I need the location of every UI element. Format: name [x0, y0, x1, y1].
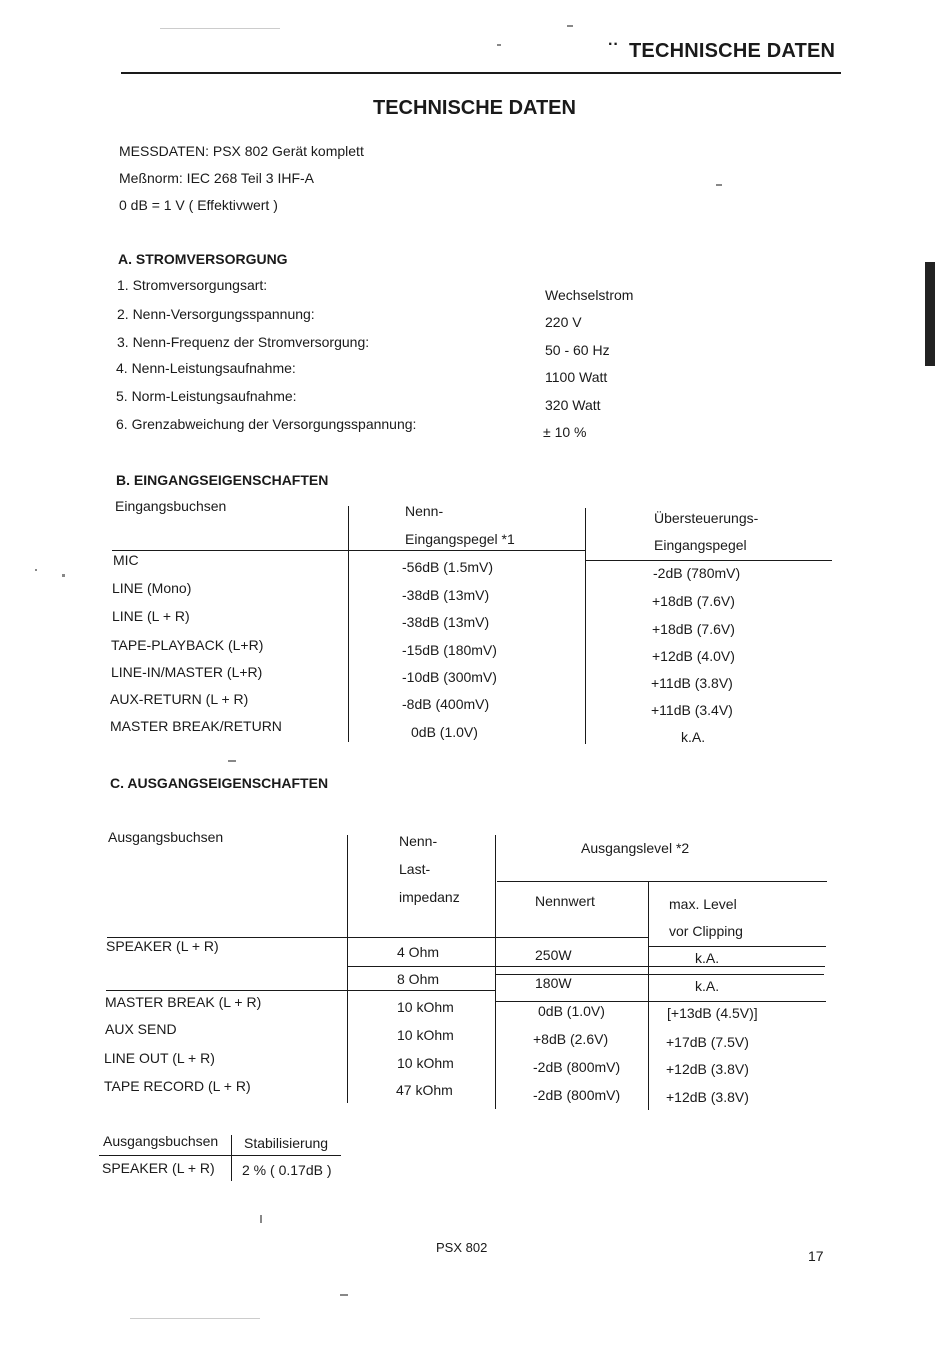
output-col-header: Nennwert [535, 893, 595, 909]
input-col-header: Eingangspegel *1 [405, 531, 515, 547]
stabilization-rule [99, 1155, 341, 1156]
header-rule [121, 72, 841, 74]
scan-speck [497, 44, 501, 46]
output-row-max: [+13dB (4.5V)] [667, 1005, 758, 1021]
input-row-name: LINE (L + R) [112, 608, 190, 624]
output-row-max: +12dB (3.8V) [666, 1089, 749, 1105]
scan-speck [62, 574, 65, 577]
scan-speck [340, 1294, 348, 1296]
output-row-nominal: 180W [535, 975, 572, 991]
input-row-nominal: -10dB (300mV) [402, 669, 497, 685]
input-row-nominal: -56dB (1.5mV) [402, 559, 494, 575]
section-a-label: 3. Nenn-Frequenz der Stromversorgung: [117, 334, 370, 350]
input-row-name: MASTER BREAK/RETURN [110, 718, 282, 734]
input-row-nominal: -38dB (13mV) [402, 587, 490, 603]
output-group-rule [497, 881, 827, 882]
output-header-rule [648, 946, 826, 947]
scan-speck [716, 184, 722, 186]
section-a-title: A. STROMVERSORGUNG [118, 251, 288, 267]
input-row-overload: +11dB (3.4V) [651, 702, 733, 718]
page-title: TECHNISCHE DATEN [373, 97, 576, 119]
speaker-bottom-rule [106, 990, 495, 991]
output-row-name: MASTER BREAK (L + R) [105, 994, 262, 1010]
output-table-divider [495, 835, 496, 1109]
section-a-value: ± 10 % [543, 424, 587, 440]
section-a-label: 2. Nenn-Versorgungsspannung: [117, 306, 315, 322]
scan-speck [567, 25, 573, 27]
input-row-overload: +18dB (7.6V) [652, 621, 735, 637]
stabilization-header: Ausgangsbuchsen [103, 1133, 219, 1149]
scan-speck [228, 760, 236, 762]
output-col-header: impedanz [399, 889, 460, 905]
input-row-overload: +12dB (4.0V) [652, 648, 735, 664]
input-table-divider [348, 506, 349, 742]
input-row-nominal: 0dB (1.0V) [411, 724, 478, 740]
section-a-label: 6. Grenzabweichung der Versorgungsspannung: [116, 416, 417, 432]
scan-speck [260, 1215, 262, 1223]
section-c-title: C. AUSGANGSEIGENSCHAFTEN [110, 775, 329, 791]
stabilization-row-value: 2 % ( 0.17dB ) [242, 1162, 332, 1178]
input-col-header: Nenn- [405, 503, 444, 519]
input-table-divider [585, 508, 586, 744]
output-row-max: +12dB (3.8V) [666, 1061, 749, 1077]
output-row-name: AUX SEND [105, 1021, 177, 1037]
section-a-label: 1. Stromversorgungsart: [117, 277, 268, 293]
output-col-header: Ausgangsbuchsen [108, 829, 224, 845]
output-row-nominal: 250W [535, 947, 572, 963]
scan-speck [35, 569, 37, 571]
output-col-group-header: Ausgangslevel *2 [581, 840, 690, 856]
section-a-label: 4. Nenn-Leistungsaufnahme: [116, 360, 296, 376]
input-row-name: LINE (Mono) [112, 580, 192, 596]
input-row-name: MIC [113, 552, 139, 568]
input-row-nominal: -15dB (180mV) [402, 642, 497, 658]
section-a-value: 220 V [545, 314, 582, 330]
output-table-divider [347, 835, 348, 1103]
output-col-header: Last- [399, 861, 431, 877]
input-col-header: Eingangsbuchsen [115, 498, 227, 514]
input-row-overload: +18dB (7.6V) [652, 593, 735, 609]
section-a-value: Wechselstrom [545, 287, 634, 303]
section-a-label: 5. Norm-Leistungsaufnahme: [116, 388, 297, 404]
output-row-impedance: 10 kOhm [397, 1055, 454, 1071]
output-row-max: k.A. [695, 950, 720, 966]
footer-model: PSX 802 [436, 1240, 488, 1255]
output-row-nominal: +8dB (2.6V) [533, 1031, 609, 1047]
output-row-nominal: 0dB (1.0V) [538, 1003, 605, 1019]
output-row-impedance: 47 kOhm [396, 1082, 453, 1098]
output-row-impedance: 4 Ohm [397, 944, 440, 960]
input-table-header-rule [586, 560, 832, 561]
input-row-overload: k.A. [681, 729, 706, 745]
output-col-header: vor Clipping [669, 923, 743, 939]
stabilization-row-name: SPEAKER (L + R) [102, 1160, 215, 1176]
section-a-value: 1100 Watt [545, 369, 608, 385]
input-row-name: AUX-RETURN (L + R) [110, 691, 249, 707]
speaker-row-rule [347, 966, 825, 967]
output-row-impedance: 8 Ohm [397, 971, 440, 987]
input-row-nominal: -38dB (13mV) [402, 614, 490, 630]
stabilization-header: Stabilisierung [244, 1135, 329, 1151]
output-row-max: +17dB (7.5V) [666, 1034, 749, 1050]
output-row-impedance: 10 kOhm [397, 999, 454, 1015]
output-table-divider [648, 882, 649, 1110]
input-row-overload: +11dB (3.8V) [651, 675, 733, 691]
intro-line-1: MESSDATEN: PSX 802 Gerät komplett [119, 143, 364, 159]
side-language-tab [925, 262, 935, 366]
input-col-header: Eingangspegel [654, 537, 747, 553]
output-row-name: TAPE RECORD (L + R) [104, 1078, 251, 1094]
intro-line-2: Meßnorm: IEC 268 Teil 3 IHF-A [119, 170, 315, 186]
scan-speck [160, 28, 280, 29]
output-col-header: max. Level [669, 896, 737, 912]
output-row-name: SPEAKER (L + R) [106, 938, 219, 954]
running-title: TECHNISCHE DATEN [629, 40, 836, 62]
section-a-value: 50 - 60 Hz [545, 342, 610, 358]
output-row-impedance: 10 kOhm [397, 1027, 454, 1043]
scan-speck [130, 1318, 260, 1319]
input-row-name: LINE-IN/MASTER (L+R) [111, 664, 263, 680]
output-row-nominal: -2dB (800mV) [533, 1059, 621, 1075]
input-row-overload: -2dB (780mV) [653, 565, 741, 581]
stabilization-divider [231, 1135, 232, 1181]
page-number: 17 [808, 1248, 824, 1264]
intro-line-3: 0 dB = 1 V ( Effektivwert ) [119, 197, 278, 213]
output-row-max: k.A. [695, 978, 720, 994]
running-title-dashes: ·· [608, 36, 619, 53]
section-b-title: B. EINGANGSEIGENSCHAFTEN [116, 472, 329, 488]
input-row-nominal: -8dB (400mV) [402, 696, 490, 712]
section-a-value: 320 Watt [545, 397, 601, 413]
output-row-nominal: -2dB (800mV) [533, 1087, 621, 1103]
input-col-header: Übersteuerungs- [654, 510, 759, 526]
input-row-name: TAPE-PLAYBACK (L+R) [111, 637, 264, 653]
output-col-header: Nenn- [399, 833, 438, 849]
output-row-name: LINE OUT (L + R) [104, 1050, 215, 1066]
